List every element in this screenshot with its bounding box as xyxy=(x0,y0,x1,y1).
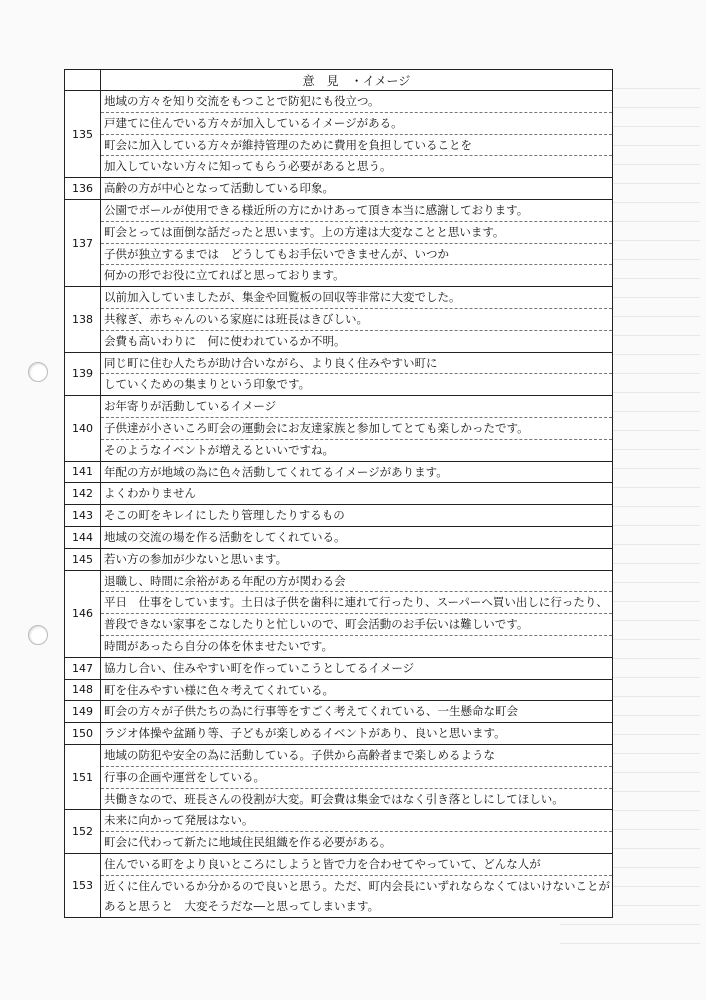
opinion-line: よくわかりません xyxy=(104,486,196,501)
table-row xyxy=(65,657,613,679)
row-number: 137 xyxy=(65,199,101,286)
opinion-cell xyxy=(101,91,613,178)
opinion-table xyxy=(64,69,613,918)
opinion-line: 町を住みやすい様に色々考えてくれている。 xyxy=(104,682,334,697)
opinion-line: 協力し合い、住みやすい町を作っていこうとしてるイメージ xyxy=(104,660,415,675)
row-number: 136 xyxy=(65,178,101,200)
opinion-line: 住んでいる町をより良いところにしようと皆で力を合わせてやっていて、どんな人が xyxy=(101,854,612,876)
opinion-line: 戸建てに住んでいる方々が加入しているイメージがある。 xyxy=(101,113,612,135)
table-row xyxy=(65,526,613,548)
row-number: 150 xyxy=(65,723,101,745)
opinion-cell xyxy=(101,505,613,527)
row-number: 152 xyxy=(65,810,101,854)
row-number: 135 xyxy=(65,91,101,178)
table-row xyxy=(65,810,613,854)
opinion-line: 町会の方々が子供たちの為に行事等をすごく考えてくれている、一生懸命な町会 xyxy=(104,704,518,719)
table-row xyxy=(65,199,613,286)
opinion-cell xyxy=(101,701,613,723)
opinion-cell xyxy=(101,483,613,505)
opinion-cell xyxy=(101,723,613,745)
opinion-line: ラジオ体操や盆踊り等、子どもが楽しめるイベントがあり、良いと思います。 xyxy=(104,726,506,741)
row-number: 141 xyxy=(65,461,101,483)
opinion-cell xyxy=(101,199,613,286)
table-row xyxy=(65,483,613,505)
opinion-cell xyxy=(101,396,613,461)
row-number: 145 xyxy=(65,548,101,570)
opinion-line: 共働きなので、班長さんの役割が大変。町会費は集金ではなく引き落としにしてほしい。 xyxy=(104,791,564,806)
opinion-cell xyxy=(101,352,613,396)
table-row xyxy=(65,461,613,483)
opinion-line: 何かの形でお役に立てればと思っております。 xyxy=(104,268,345,283)
opinion-line: していくための集まりという印象です。 xyxy=(104,377,311,392)
opinion-line: 子供達が小さいころ町会の運動会にお友達家族と参加してとても楽しかったです。 xyxy=(101,418,612,440)
table-row xyxy=(65,287,613,352)
opinion-cell xyxy=(101,548,613,570)
opinion-line: 行事の企画や運営をしている。 xyxy=(101,767,612,789)
number-column-header xyxy=(65,70,101,91)
opinion-line: 若い方の参加が少ないと思います。 xyxy=(104,551,288,566)
opinion-line: 年配の方が地域の為に色々活動してくれてるイメージがあります。 xyxy=(104,464,448,479)
opinion-line: 地域の交流の場を作る活動をしてくれている。 xyxy=(104,529,346,544)
opinion-cell xyxy=(101,526,613,548)
table-row xyxy=(65,396,613,461)
opinion-cell xyxy=(101,570,613,657)
table-row xyxy=(65,548,613,570)
opinion-line: 地域の方々を知り交流をもつことで防犯にも役立つ。 xyxy=(101,91,612,113)
table-row xyxy=(65,744,613,809)
opinion-line: 退職し、時間に余裕がある年配の方が関わる会 xyxy=(101,571,612,593)
table-row xyxy=(65,853,613,917)
opinion-column-header: 意 見 ・イメージ xyxy=(101,70,613,91)
row-number: 144 xyxy=(65,526,101,548)
opinion-line: 未来に向かって発展はない。 xyxy=(101,810,612,832)
row-number: 138 xyxy=(65,287,101,352)
opinion-line: 以前加入していましたが、集金や回覧板の回収等非常に大変でした。 xyxy=(101,287,612,309)
opinion-line: 町会とっては面倒な話だったと思います。上の方達は大変なことと思います。 xyxy=(101,222,612,244)
opinion-cell xyxy=(101,657,613,679)
opinion-cell xyxy=(101,178,613,200)
opinion-line: 地域の防犯や安全の為に活動している。子供から高齢者まで楽しめるような xyxy=(101,745,612,767)
punch-hole-bottom xyxy=(28,625,48,645)
opinion-line: そこの町をキレイにしたり管理したりするもの xyxy=(104,508,345,523)
opinion-line: 平日 仕事をしています。土日は子供を歯科に連れて行ったり、スーパーへ買い出しに行ったり、 xyxy=(101,592,612,614)
row-number: 140 xyxy=(65,396,101,461)
opinion-line: 公園でボールが使用できる様近所の方にかけあって頂き本当に感謝しております。 xyxy=(101,200,612,222)
opinion-line: 時間があったら自分の体を休ませたいです。 xyxy=(104,638,333,653)
row-number: 142 xyxy=(65,483,101,505)
table-row xyxy=(65,178,613,200)
table-row xyxy=(65,679,613,701)
table-body xyxy=(65,91,613,918)
opinion-cell xyxy=(101,679,613,701)
table-row xyxy=(65,723,613,745)
table-row xyxy=(65,352,613,396)
row-number: 153 xyxy=(65,853,101,917)
opinion-cell xyxy=(101,461,613,483)
opinion-line: 普段できない家事をこなしたりと忙しいので、町会活動のお手伝いは難しいです。 xyxy=(101,614,612,636)
opinion-line: 共稼ぎ、赤ちゃんのいる家庭には班長はきびしい。 xyxy=(101,309,612,331)
opinion-line: お年寄りが活動しているイメージ xyxy=(101,396,612,418)
row-number: 148 xyxy=(65,679,101,701)
punch-hole-top xyxy=(28,362,48,382)
opinion-line: 町会に代わって新たに地域住民組織を作る必要がある。 xyxy=(104,835,392,850)
opinion-cell xyxy=(101,853,613,917)
opinion-cell xyxy=(101,287,613,352)
table-row xyxy=(65,701,613,723)
opinion-line: 近くに住んでいるか分かるので良いと思う。ただ、町内会長にいずれならなくてはいけないことがあると思うと 大変そうだな―と思ってしまいます。 xyxy=(104,878,610,914)
opinion-cell xyxy=(101,810,613,854)
row-number: 149 xyxy=(65,701,101,723)
opinion-line: 町会に加入している方々が維持管理のために費用を負担していることを xyxy=(101,135,612,157)
table-row xyxy=(65,505,613,527)
row-number: 139 xyxy=(65,352,101,396)
opinion-line: そのようなイベントが増えるといいですね。 xyxy=(104,442,334,457)
row-number: 151 xyxy=(65,744,101,809)
row-number: 147 xyxy=(65,657,101,679)
opinion-cell xyxy=(101,744,613,809)
opinion-line: 同じ町に住む人たちが助け合いながら、より良く住みやすい町に xyxy=(101,353,612,375)
opinion-line: 子供が独立するまでは どうしてもお手伝いできませんが、いつか xyxy=(101,244,612,266)
table-header-row xyxy=(65,70,613,91)
row-number: 143 xyxy=(65,505,101,527)
opinion-line: 加入していない方々に知ってもらう必要があると思う。 xyxy=(104,159,392,174)
opinion-line: 高齢の方が中心となって活動している印象。 xyxy=(104,181,334,196)
table-row xyxy=(65,570,613,657)
opinion-line: 会費も高いわりに 何に使われているか不明。 xyxy=(104,333,346,348)
row-number: 146 xyxy=(65,570,101,657)
table-row xyxy=(65,91,613,178)
